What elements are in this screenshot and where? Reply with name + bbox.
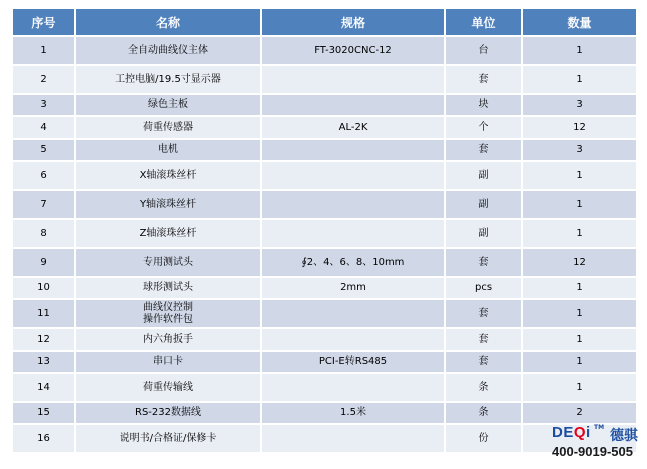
table-row bbox=[12, 402, 637, 424]
row-spec bbox=[261, 299, 445, 328]
table-row bbox=[12, 373, 637, 402]
row-quantity: 1 bbox=[522, 161, 637, 190]
table-row bbox=[12, 190, 637, 219]
row-unit: 副 bbox=[445, 219, 522, 248]
row-index: 9 bbox=[12, 248, 75, 277]
row-unit: 条 bbox=[445, 373, 522, 402]
row-quantity: 3 bbox=[522, 139, 637, 161]
brand-phone-number: 400-9019-505 bbox=[552, 444, 633, 459]
row-quantity: 1 bbox=[522, 351, 637, 373]
row-index: 2 bbox=[12, 65, 75, 94]
row-spec: FT-3020CNC-12 bbox=[261, 36, 445, 65]
row-spec bbox=[261, 161, 445, 190]
row-unit: 套 bbox=[445, 65, 522, 94]
row-name: 荷重传感器 bbox=[75, 116, 261, 139]
row-spec: PCI-E转RS485 bbox=[261, 351, 445, 373]
row-spec: ∮2、4、6、8、10mm bbox=[261, 248, 445, 277]
row-quantity: 1 bbox=[522, 36, 637, 65]
row-unit: 套 bbox=[445, 351, 522, 373]
row-quantity: 3 bbox=[522, 94, 637, 116]
row-unit: 套 bbox=[445, 248, 522, 277]
table-row bbox=[12, 277, 637, 299]
row-unit: 块 bbox=[445, 94, 522, 116]
row-spec bbox=[261, 190, 445, 219]
row-unit: 套 bbox=[445, 299, 522, 328]
row-spec bbox=[261, 328, 445, 351]
row-quantity: 1 bbox=[522, 219, 637, 248]
row-unit: 台 bbox=[445, 36, 522, 65]
row-spec bbox=[261, 94, 445, 116]
row-name: 荷重传输线 bbox=[75, 373, 261, 402]
table-row bbox=[12, 65, 637, 94]
row-name: 曲线仪控制 操作软件包 bbox=[75, 299, 261, 328]
row-spec bbox=[261, 424, 445, 453]
row-spec bbox=[261, 139, 445, 161]
table-row bbox=[12, 219, 637, 248]
header-unit: 单位 bbox=[445, 8, 522, 36]
row-index: 16 bbox=[12, 424, 75, 453]
row-unit: 条 bbox=[445, 402, 522, 424]
row-spec: 2mm bbox=[261, 277, 445, 299]
row-quantity: 1 bbox=[522, 373, 637, 402]
row-name: Z轴滚珠丝杆 bbox=[75, 219, 261, 248]
table-row bbox=[12, 351, 637, 373]
row-quantity: 1 bbox=[522, 65, 637, 94]
brand-logo-block bbox=[552, 424, 644, 466]
row-unit: 套 bbox=[445, 139, 522, 161]
row-name: 球形测试头 bbox=[75, 277, 261, 299]
row-name: RS-232数据线 bbox=[75, 402, 261, 424]
brand-chinese-name: 德骐 bbox=[610, 428, 638, 444]
table-row bbox=[12, 248, 637, 277]
row-quantity: 1 bbox=[522, 299, 637, 328]
row-index: 10 bbox=[12, 277, 75, 299]
row-index: 13 bbox=[12, 351, 75, 373]
row-spec bbox=[261, 219, 445, 248]
row-unit: 套 bbox=[445, 328, 522, 351]
row-name: 内六角扳手 bbox=[75, 328, 261, 351]
row-index: 15 bbox=[12, 402, 75, 424]
header-spec: 规格 bbox=[261, 8, 445, 36]
row-name: 绿色主板 bbox=[75, 94, 261, 116]
row-name: 工控电脑/19.5寸显示器 bbox=[75, 65, 261, 94]
row-quantity: 1 bbox=[522, 277, 637, 299]
row-unit: pcs bbox=[445, 277, 522, 299]
row-index: 1 bbox=[12, 36, 75, 65]
row-quantity: 12 bbox=[522, 116, 637, 139]
row-unit: 副 bbox=[445, 190, 522, 219]
table-row bbox=[12, 139, 637, 161]
trademark-mark: TM bbox=[594, 424, 605, 431]
row-index: 4 bbox=[12, 116, 75, 139]
row-name: 说明书/合格证/保修卡 bbox=[75, 424, 261, 453]
header-index: 序号 bbox=[12, 8, 75, 36]
row-index: 3 bbox=[12, 94, 75, 116]
row-spec: 1.5米 bbox=[261, 402, 445, 424]
row-name: 串口卡 bbox=[75, 351, 261, 373]
row-index: 5 bbox=[12, 139, 75, 161]
row-name: 专用测试头 bbox=[75, 248, 261, 277]
row-spec: AL-2K bbox=[261, 116, 445, 139]
header-name: 名称 bbox=[75, 8, 261, 36]
row-quantity: 1 bbox=[522, 190, 637, 219]
row-name: 全自动曲线仪主体 bbox=[75, 36, 261, 65]
row-index: 11 bbox=[12, 299, 75, 328]
row-name: X轴滚珠丝杆 bbox=[75, 161, 261, 190]
row-quantity: 2 bbox=[522, 402, 637, 424]
table-row bbox=[12, 161, 637, 190]
row-unit: 份 bbox=[445, 424, 522, 453]
deqi-logo: DEQi bbox=[552, 424, 591, 441]
row-index: 12 bbox=[12, 328, 75, 351]
table-row bbox=[12, 116, 637, 139]
row-unit: 副 bbox=[445, 161, 522, 190]
row-spec bbox=[261, 373, 445, 402]
table-row bbox=[12, 94, 637, 116]
table-row bbox=[12, 36, 637, 65]
table-row bbox=[12, 424, 637, 453]
row-name: Y轴滚珠丝杆 bbox=[75, 190, 261, 219]
table-header-row bbox=[12, 8, 637, 36]
row-index: 7 bbox=[12, 190, 75, 219]
table-row bbox=[12, 299, 637, 328]
row-quantity: 12 bbox=[522, 248, 637, 277]
row-spec bbox=[261, 65, 445, 94]
row-index: 14 bbox=[12, 373, 75, 402]
row-name: 电机 bbox=[75, 139, 261, 161]
row-quantity: 1 bbox=[522, 328, 637, 351]
equipment-list-table bbox=[11, 7, 638, 454]
table-row bbox=[12, 328, 637, 351]
row-index: 8 bbox=[12, 219, 75, 248]
row-index: 6 bbox=[12, 161, 75, 190]
header-quantity: 数量 bbox=[522, 8, 637, 36]
row-unit: 个 bbox=[445, 116, 522, 139]
